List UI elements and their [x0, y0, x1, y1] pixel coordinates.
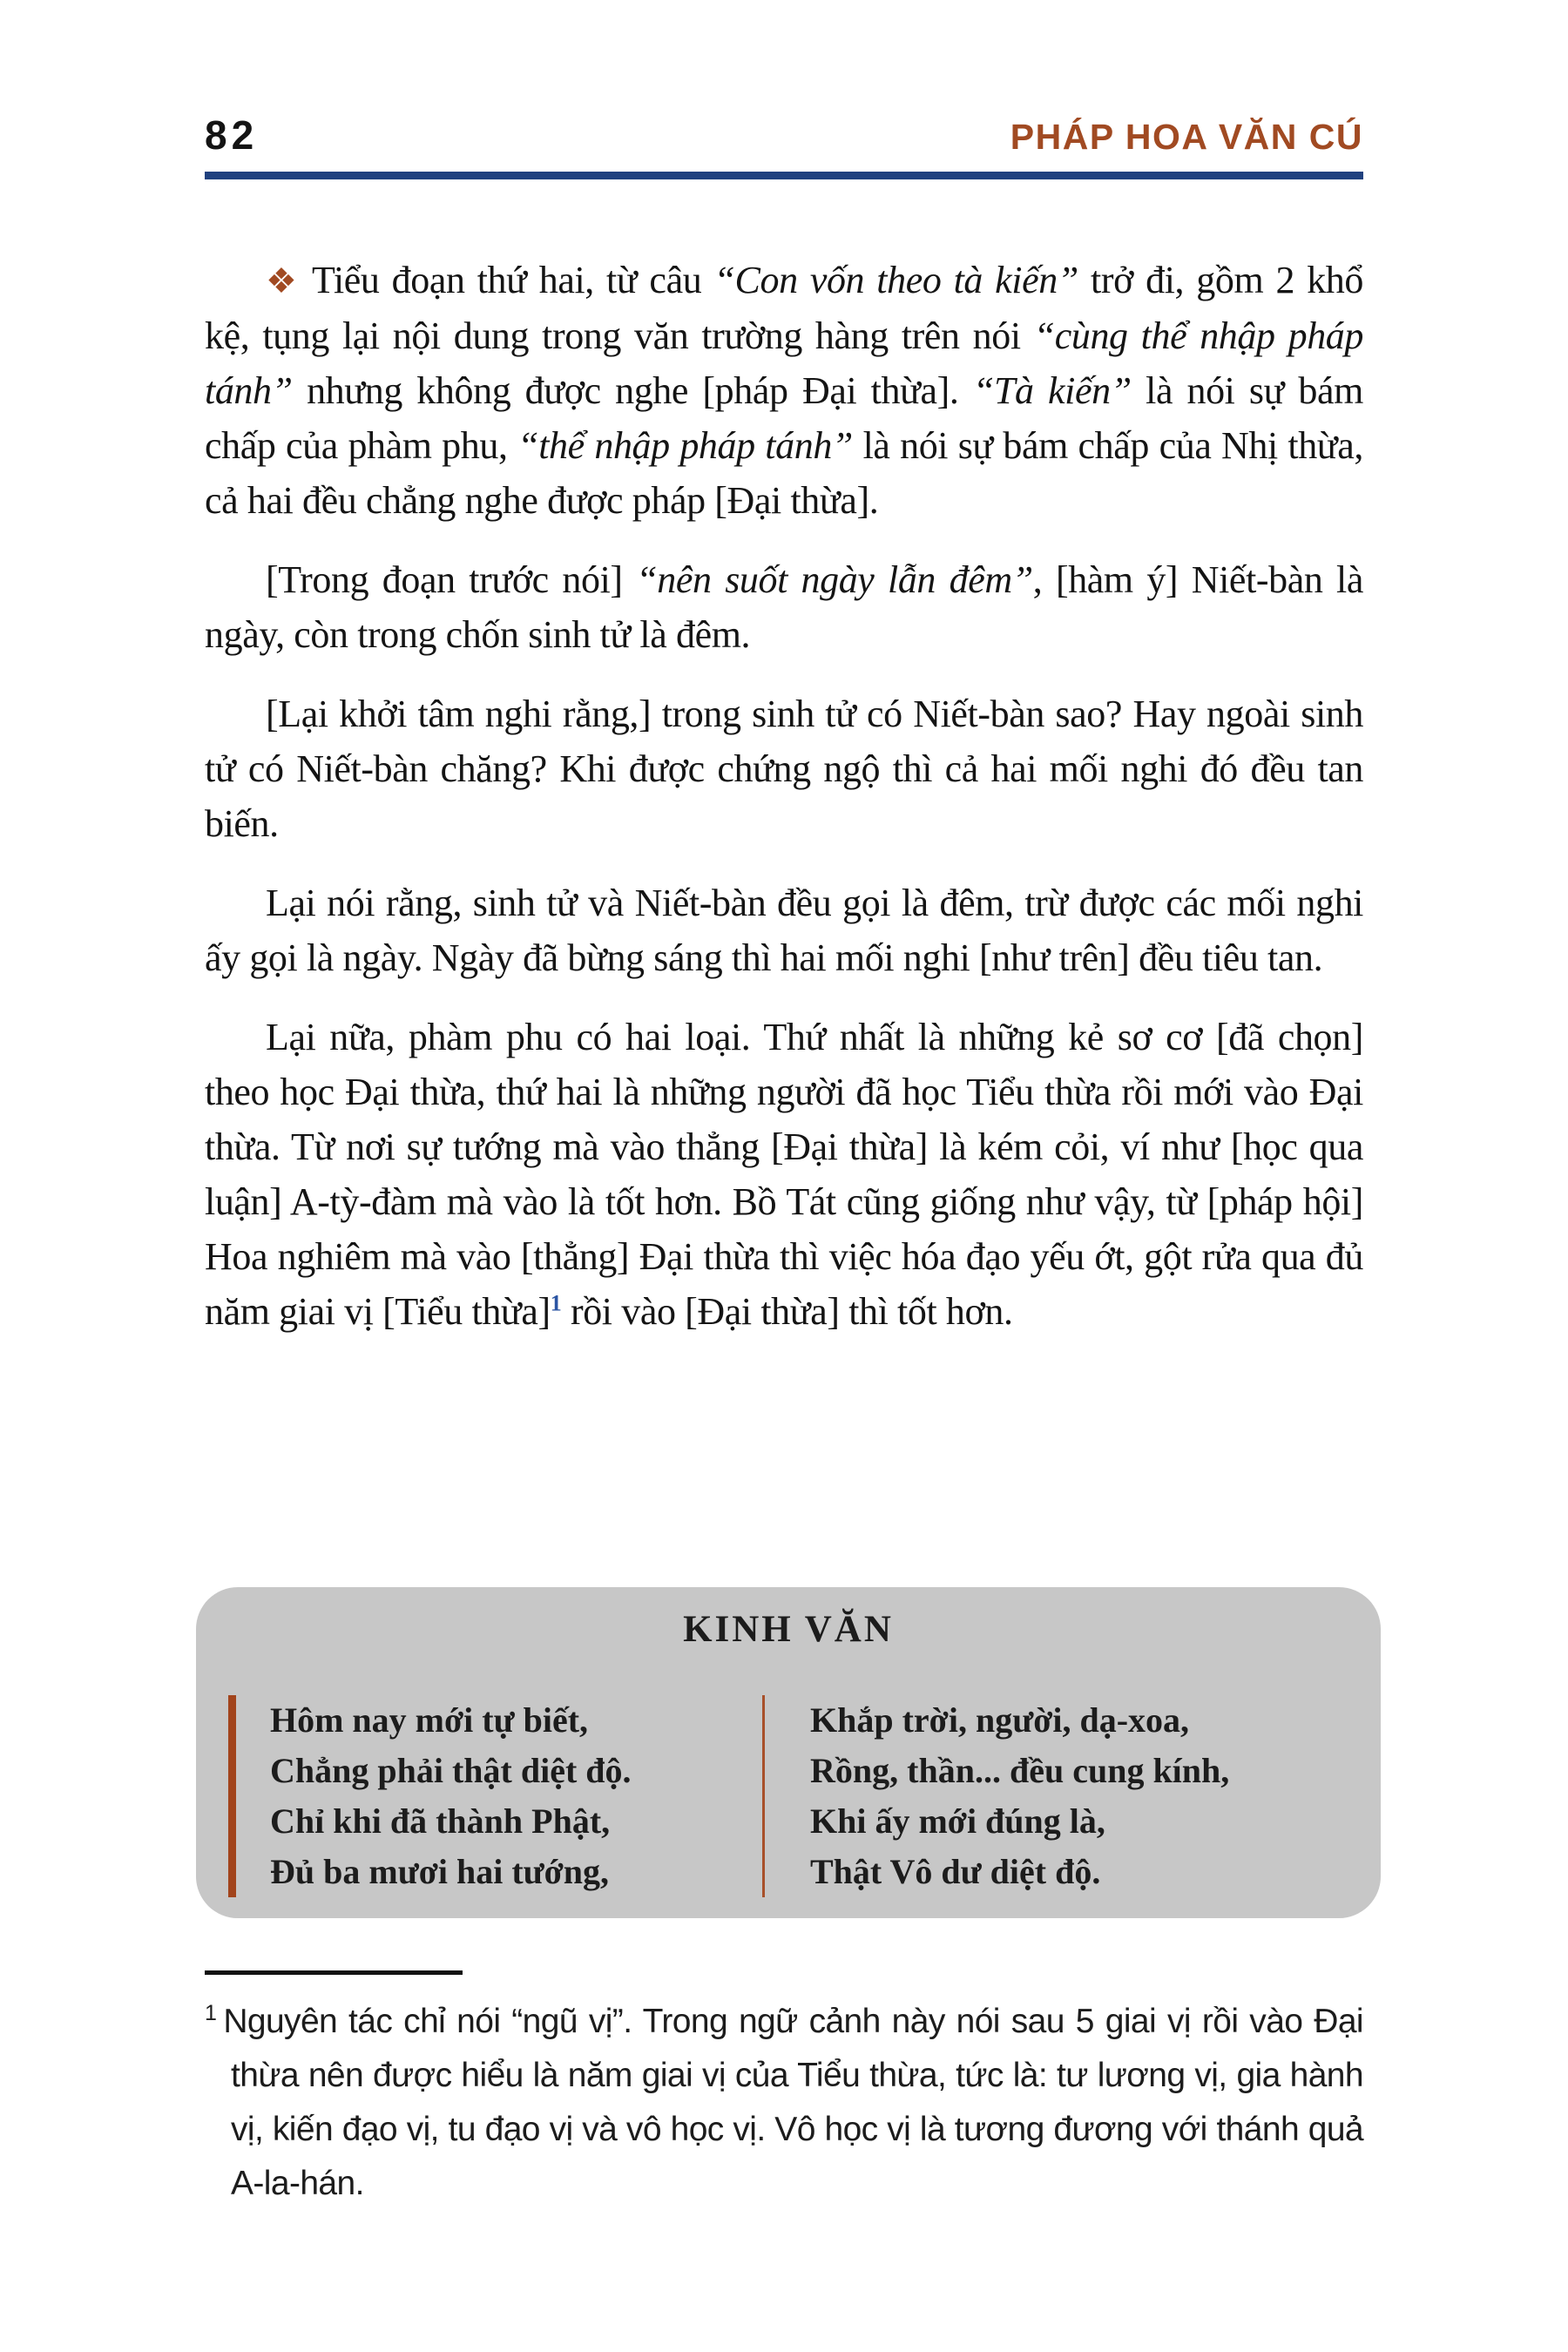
verse-columns: [228, 1695, 1381, 1897]
paragraph-2: [205, 552, 1363, 662]
footnote-separator: [205, 1970, 463, 1975]
footnote-reference: 1: [550, 1290, 562, 1316]
sutra-box-title: KINH VĂN: [683, 1609, 894, 1650]
paragraph-text: Tiểu đoạn thứ hai, từ câu: [312, 259, 714, 301]
body-text: [205, 253, 1363, 1581]
verse-column-right: [762, 1695, 1381, 1897]
paragraph-text: Lại nói rằng, sinh tử và Niết-bàn đều gọi là đêm, trừ được các mối nghi ấy gọi là ngày. Ngày đã bừng sáng thì hai mối nghi [như trên] đều tiêu tan.: [205, 882, 1363, 979]
footnote-text: Nguyên tác chỉ nói “ngũ vị”. Trong ngữ cảnh này nói sau 5 giai vị rồi vào Đại thừa nên được hiểu là năm giai vị của Tiểu thừa, tức là: tư lương vị, gia hành vị, kiến đạo vị, tu đạo vị và vô học vị. Vô học vị là tương đương với thánh quả A-la-hán.: [223, 2003, 1363, 2202]
paragraph-4: [205, 875, 1363, 985]
sutra-text-box: [196, 1587, 1381, 1918]
verse-line: Hôm nay mới tự biết,: [270, 1700, 589, 1740]
paragraph-text: Lại nữa, phàm phu có hai loại. Thứ nhất là những kẻ sơ cơ [đã chọn] theo học Đại thừa, thứ hai là những người đã học Tiểu thừa rồi mới vào Đại thừa. Từ nơi sự tướng mà vào thẳng [Đại thừa] là kém cỏi, ví như [học qua luận] A-tỳ-đàm mà vào là tốt hơn. Bồ Tát cũng giống như vậy, từ [pháp hội] Hoa nghiêm mà vào [thẳng] Đại thừa thì việc hóa đạo yếu ớt, gột rửa qua đủ năm giai vị [Tiểu thừa]: [205, 1016, 1363, 1333]
page-header: [205, 112, 1363, 159]
verse-line: Khắp trời, người, dạ-xoa,: [810, 1700, 1190, 1740]
header-rule: [205, 172, 1363, 179]
verse-line: Rồng, thần... đều cung kính,: [810, 1751, 1230, 1790]
quoted-phrase: “thể nhập pháp tánh”: [517, 424, 853, 467]
paragraph-text: , [hàm ý] Niết-bàn là ngày, còn trong chốn sinh tử là đêm.: [205, 558, 1363, 656]
page-number: 82: [205, 112, 259, 158]
paragraph-text: [Lại khởi tâm nghi rằng,] trong sinh tử có Niết-bàn sao? Hay ngoài sinh tử có Niết-bàn chăng? Khi được chứng ngộ thì cả hai mối nghi đó đều tan biến.: [205, 693, 1363, 845]
section-diamond-icon: ❖: [266, 261, 301, 301]
verse-line: Chỉ khi đã thành Phật,: [270, 1801, 611, 1841]
verse-column-left: [228, 1695, 762, 1897]
paragraph-text: là nói sự bám chấp của Nhị thừa, cả hai đều chẳng nghe được pháp [Đại thừa].: [205, 424, 1363, 522]
verse-line: Chẳng phải thật diệt độ.: [270, 1751, 632, 1790]
paragraph-text: rồi vào [Đại thừa] thì tốt hơn.: [561, 1290, 1013, 1333]
footnote: [205, 1995, 1363, 2211]
quoted-phrase: “cùng thể nhập pháp tánh”: [205, 314, 1363, 412]
quoted-phrase: “Con vốn theo tà kiến”: [713, 259, 1078, 301]
paragraph-text: nhưng không được nghe [pháp Đại thừa].: [292, 369, 973, 412]
footnote-marker: 1: [205, 2001, 217, 2025]
paragraph-text: trở đi, gồm 2 khổ kệ, tụng lại nội dung trong văn trường hàng trên nói: [205, 259, 1363, 357]
paragraph-1: [205, 253, 1363, 528]
quoted-phrase: “nên suốt ngày lẫn đêm”: [636, 558, 1033, 601]
verse-line: Khi ấy mới đúng là,: [810, 1801, 1105, 1841]
running-title: PHÁP HOA VĂN CÚ: [1010, 117, 1363, 157]
paragraph-text: là nói sự bám chấp của phàm phu,: [205, 369, 1363, 467]
verse-line: Thật Vô dư diệt độ.: [810, 1852, 1101, 1891]
paragraph-5: [205, 1010, 1363, 1339]
quoted-phrase: “Tà kiến”: [972, 369, 1132, 412]
verse-line: Đủ ba mươi hai tướng,: [270, 1852, 610, 1891]
paragraph-3: [205, 686, 1363, 851]
paragraph-text: [Trong đoạn trước nói]: [266, 558, 637, 601]
